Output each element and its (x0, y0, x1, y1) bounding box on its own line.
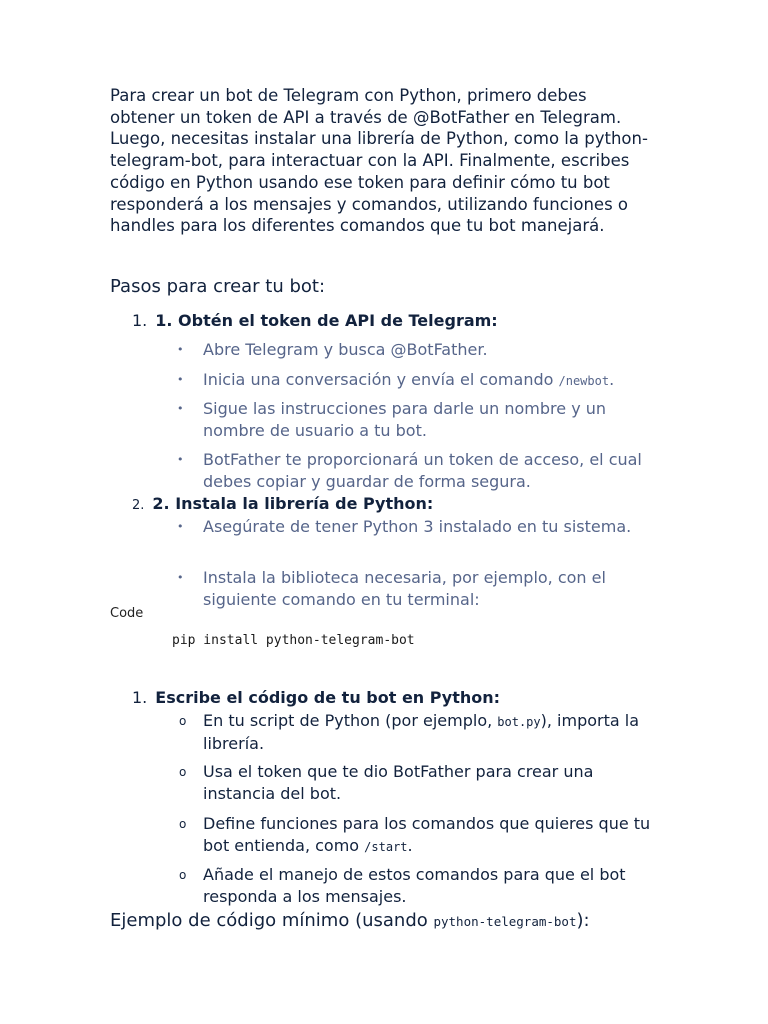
bullet-marker: • (177, 520, 184, 533)
step-1-bullet-2-text: Inicia una conversación y envía el comando (203, 370, 559, 389)
step-2-title (132, 494, 433, 513)
step-2-bullet-1: Asegúrate de tener Python 3 instalado en tu sistema. (203, 517, 632, 536)
code-label: Code (110, 606, 144, 621)
step-3-bullet-3-text: Define funciones para los comandos que quieres que tu bot entienda, como (203, 814, 651, 855)
circle-marker: o (179, 817, 187, 831)
list-item (177, 398, 653, 442)
step-2-label: 2. Instala la librería de Python: (152, 494, 434, 513)
step-1-number: 1. (132, 311, 148, 330)
step-1-bullet-2-end: . (609, 370, 615, 389)
step-1-bullet-1: Abre Telegram y busca @BotFather. (203, 340, 488, 359)
step-3-bullet-1-end: ), importa la librería. (203, 711, 640, 753)
list-item (179, 864, 653, 908)
list-item (179, 710, 653, 755)
step-3-bullet-4: Añade el manejo de estos comandos para que el bot responda a los mensajes. (203, 865, 626, 906)
list-item (177, 339, 653, 361)
step-2-bullet-2: Instala la biblioteca necesaria, por ejemplo, con el siguiente comando en tu terminal: (203, 568, 606, 609)
list-item (177, 516, 653, 538)
bot-py-filename: bot.py (497, 715, 541, 729)
list-item (177, 567, 653, 611)
step-1-bullet-3: Sigue las instrucciones para darle un nombre y un nombre de usuario a tu bot. (203, 399, 607, 440)
list-item (177, 369, 653, 392)
bullet-marker: • (177, 343, 184, 356)
newbot-command: /newbot (558, 374, 610, 388)
circle-marker: o (179, 868, 187, 882)
circle-marker: o (179, 714, 187, 728)
step-3-bullet-1-text: En tu script de Python (por ejemplo, (203, 711, 498, 730)
step-1-title (132, 311, 498, 330)
step-3-bullet-2: Usa el token que te dio BotFather para crear una instancia del bot. (203, 762, 594, 803)
steps-heading: Pasos para crear tu bot: (110, 276, 326, 297)
step-2-number: 2. (132, 498, 145, 513)
bullet-marker: • (177, 571, 184, 584)
list-item (179, 761, 653, 805)
code-block[interactable]: pip install python-telegram-bot (172, 633, 415, 648)
circle-marker: o (179, 765, 187, 779)
package-name: python-telegram-bot (433, 914, 577, 929)
bullet-marker: • (177, 402, 184, 415)
step-3-number: 1. (132, 688, 148, 707)
example-heading-end: ): (576, 910, 590, 931)
start-command: /start (364, 840, 408, 854)
bullet-marker: • (177, 373, 184, 386)
step-3-label: Escribe el código de tu bot en Python: (155, 688, 501, 707)
intro-paragraph: Para crear un bot de Telegram con Python, primero debes obtener un token de API a través de @BotFather en Telegram. Luego, necesitas instalar una librería de Python, como la python-telegram-bot, para interactuar con la API. Finalmente, escribes código en Python usando ese token para definir cómo tu bot responderá a los mensajes y comandos, utilizando funciones o handles para los diferentes comandos que tu bot manejará. (110, 86, 648, 236)
example-heading-text: Ejemplo de código mínimo (usando (110, 910, 434, 931)
list-item (179, 813, 653, 858)
list-item (177, 449, 653, 493)
step-1-bullet-4: BotFather te proporcionará un token de acceso, el cual debes copiar y guardar de forma segura. (203, 450, 642, 491)
step-3-title (132, 688, 500, 707)
step-3-bullet-3-end: . (407, 836, 413, 855)
example-heading (110, 910, 590, 931)
bullet-marker: • (177, 453, 184, 466)
step-1-label: 1. Obtén el token de API de Telegram: (155, 311, 498, 330)
